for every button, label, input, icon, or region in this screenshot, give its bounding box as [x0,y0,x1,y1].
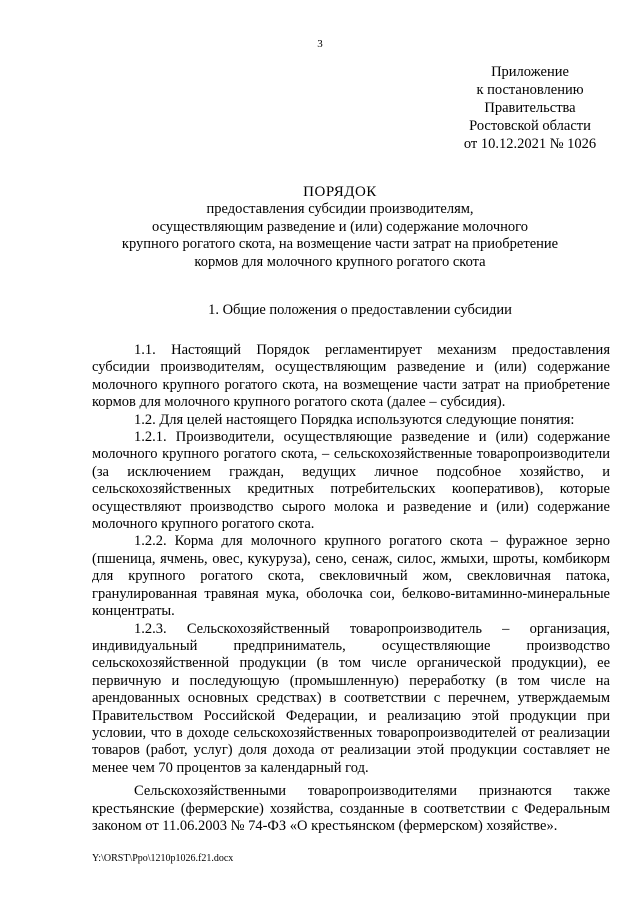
document-title: ПОРЯДОК [303,184,377,200]
paragraph-1-2: 1.2. Для целей настоящего Порядка используются следующие понятия: [134,411,575,428]
appendix-line: Ростовской области [469,118,591,134]
paragraph-farmers: Сельскохозяйственными товаропроизводителями признаются также крестьянские (фермерские) хозяйства, созданные в соответствии с Федеральным законом от 11.06.2003 № 74-ФЗ «О крестьянском (фермерском) хозяйстве». [92,783,610,834]
appendix-line: от 10.12.2021 № 1026 [463,136,597,152]
subtitle-line: предоставления субсидии производителям, [206,201,474,217]
paragraph-1-2-1: 1.2.1. Производители, осуществляющие разведение и (или) содержание молочного крупного рогатого скота, – сельскохозяйственные товаропроизводители (за исключением граждан, ведущих личное подсобное хозяйство, и сельскохозяйственных кредитных потребительских кооперативов), которые осуществляют производство сырого молока и разведение и (или) содержание молочного крупного рогатого скота. [92,429,610,533]
paragraph-1-2-3: 1.2.3. Сельскохозяйственный товаропроизводитель – организация, индивидуальный предприниматель, осуществляющие производство сельскохозяйственной продукции (в том числе органической продукции), ее первичную и последующую (промышленную) переработку (в том числе на арендованных основных средствах) в соответствии с перечнем, утверждаемым Правительством Российской Федерации, и реализацию этой продукции при условии, что в доходе сельскохозяйственных товаропроизводителей от реализации товаров (работ, услуг) доля дохода от реализации этой продукции составляет не менее чем 70 процентов за календарный год. [92,620,610,776]
document-subtitle [60,201,620,271]
appendix-line: Приложение [491,64,569,80]
section-body [92,342,610,835]
appendix-line: к постановлению [476,82,584,98]
footer-file-path: Y:\ORST\Ppo\1210p1026.f21.docx [92,853,234,864]
title-block [60,183,620,271]
appendix-block [440,63,620,153]
subtitle-line: крупного рогатого скота, на возмещение части затрат на приобретение [121,236,559,252]
appendix-line: Правительства [484,100,576,116]
paragraph-1-1: 1.1. Настоящий Порядок регламентирует механизм предоставления субсидии производителям, осуществляющим разведение и (или) содержание молочного крупного рогатого скота, на возмещение части затрат на приобретение кормов для молочного крупного рогатого скота (далее – субсидия). [92,342,610,411]
subtitle-line: осуществляющим разведение и (или) содержание молочного [151,218,529,235]
paragraph-1-2-2: 1.2.2. Корма для молочного крупного рогатого скота – фуражное зерно (пшеница, ячмень, овес, кукуруза), сено, сенаж, силос, жмыхи, шроты, комбикорм для крупного рогатого скота, свекловичный жом, свекловичная патока, гранулированная травяная мука, оболочка сои, белково-витаминно-минеральные концентраты. [92,533,610,620]
subtitle-line: кормов для молочного крупного рогатого скота [194,253,486,270]
section-heading: 1. Общие положения о предоставлении субсидии [208,302,512,318]
page-number: 3 [317,38,323,50]
